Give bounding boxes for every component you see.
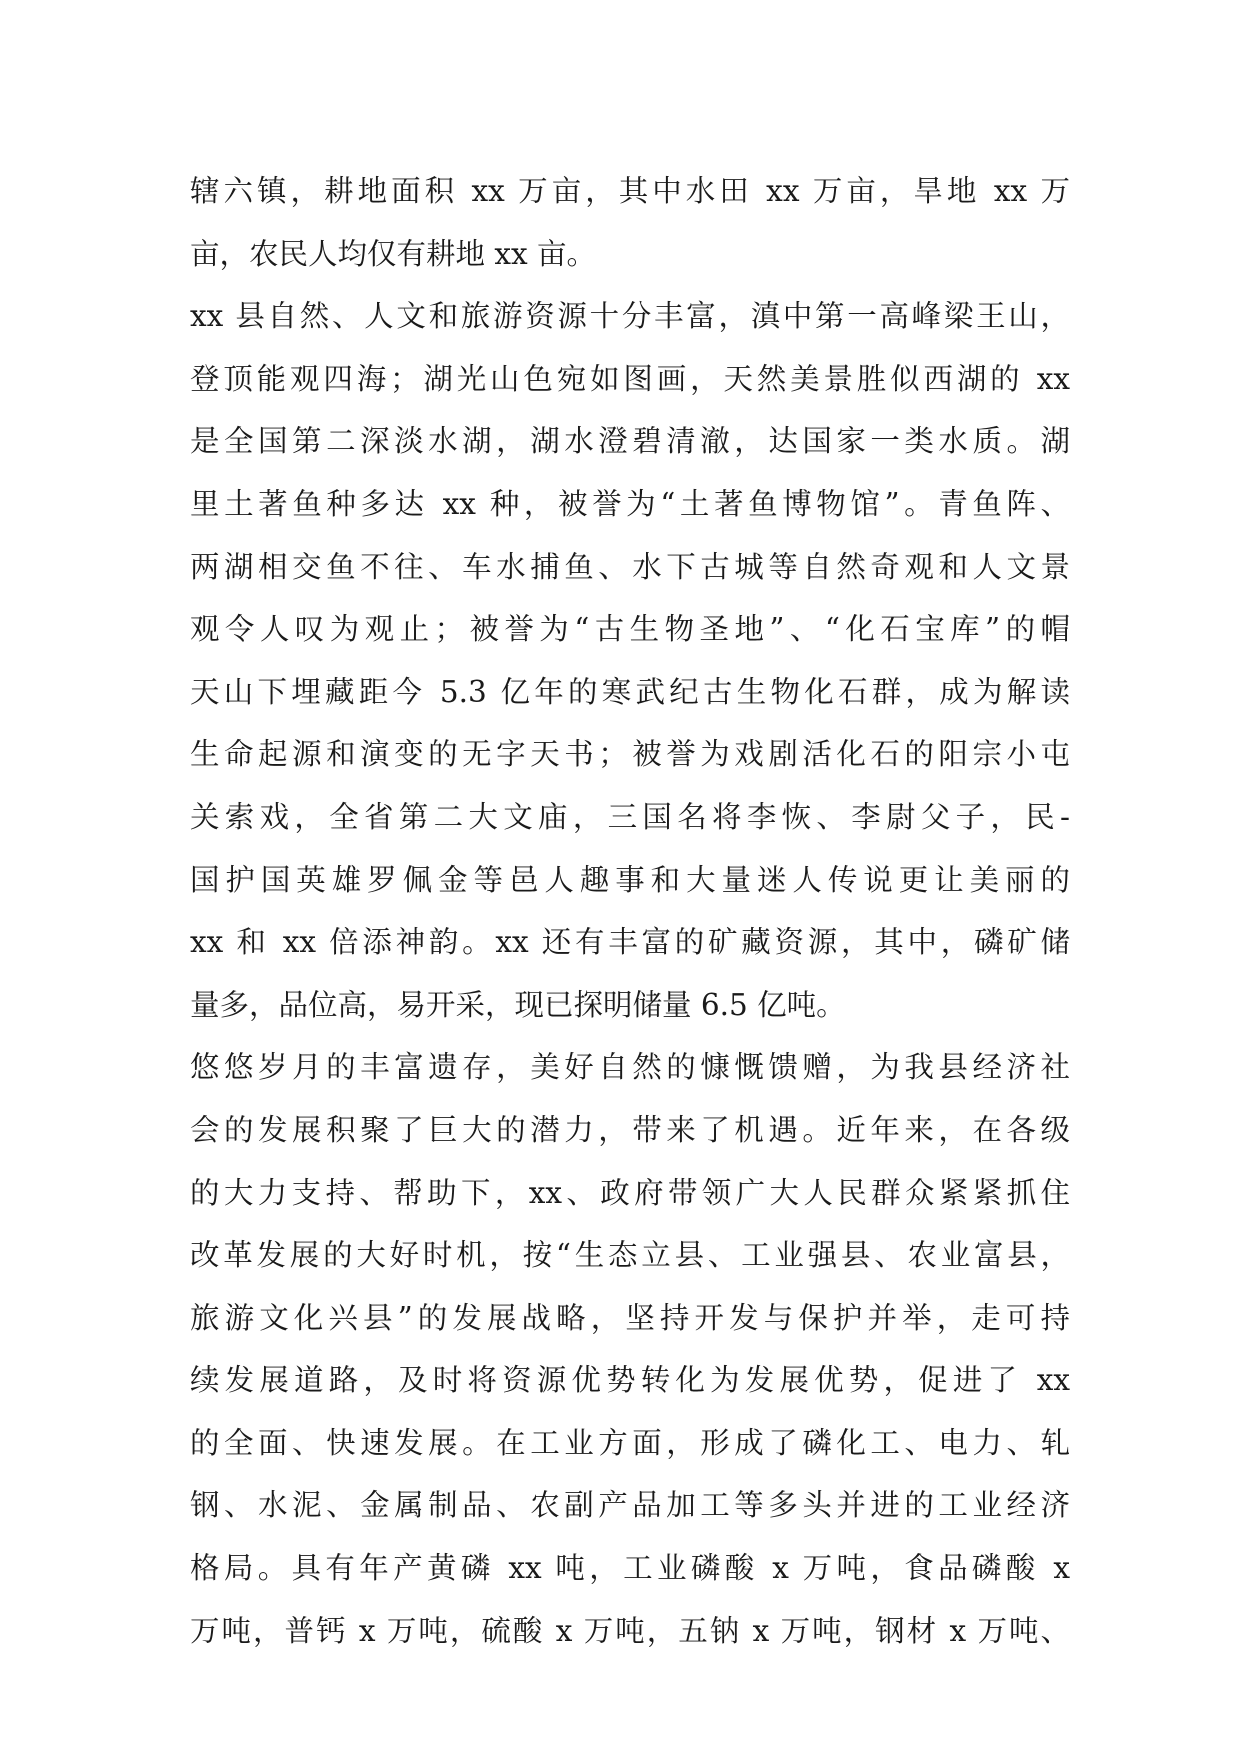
text-line: 的全面、快速发展。在工业方面，形成了磷化工、电力、轧 xyxy=(190,1425,1070,1460)
body-text xyxy=(190,160,1070,1662)
text-line: 改革发展的大好时机，按“生态立县、工业强县、农业富县， xyxy=(190,1238,1070,1273)
text-line: 续发展道路，及时将资源优势转化为发展优势，促进了 xx xyxy=(190,1363,1070,1398)
text-line: 观令人叹为观止；被誉为“古生物圣地”、“化石宝库”的帽 xyxy=(190,612,1070,647)
text-line: 关索戏，全省第二大文庙，三国名将李恢、李尉父子，民- xyxy=(190,799,1070,834)
text-line: 钢、水泥、金属制品、农副产品加工等多头并进的工业经济 xyxy=(190,1488,1070,1523)
text-line: 天山下埋藏距今 5.3 亿年的寒武纪古生物化石群，成为解读 xyxy=(190,674,1070,709)
text-line: 悠悠岁月的丰富遗存，美好自然的慷慨馈赠，为我县经济社 xyxy=(190,1050,1070,1085)
text-line: 亩，农民人均仅有耕地 xx 亩。 xyxy=(190,236,597,271)
text-line: xx 和 xx 倍添神韵。xx 还有丰富的矿藏资源，其中，磷矿储 xyxy=(190,925,1070,960)
text-line: xx 县自然、人文和旅游资源十分丰富，滇中第一高峰梁王山， xyxy=(190,299,1070,334)
text-line: 万吨，普钙 x 万吨，硫酸 x 万吨，五钠 x 万吨，钢材 x 万吨、 xyxy=(190,1613,1070,1648)
text-line: 辖六镇，耕地面积 xx 万亩，其中水田 xx 万亩，旱地 xx 万 xyxy=(190,174,1070,208)
text-line: 格局。具有年产黄磷 xx 吨，工业磷酸 x 万吨，食品磷酸 x xyxy=(190,1551,1070,1586)
text-line: 是全国第二深淡水湖，湖水澄碧清澈，达国家一类水质。湖 xyxy=(190,424,1070,459)
text-line: 旅游文化兴县”的发展战略，坚持开发与保护并举，走可持 xyxy=(190,1300,1070,1335)
text-line: 国护国英雄罗佩金等邑人趣事和大量迷人传说更让美丽的 xyxy=(190,862,1070,897)
text-line: 里土著鱼种多达 xx 种，被誉为“土著鱼博物馆”。青鱼阵、 xyxy=(190,486,1070,521)
text-line: 量多，品位高，易开采，现已探明储量 6.5 亿吨。 xyxy=(190,987,846,1022)
text-line: 两湖相交鱼不往、车水捕鱼、水下古城等自然奇观和人文景 xyxy=(190,549,1070,584)
text-line: 生命起源和演变的无字天书；被誉为戏剧活化石的阳宗小屯 xyxy=(190,737,1070,772)
text-line: 登顶能观四海；湖光山色宛如图画，天然美景胜似西湖的 xx xyxy=(190,361,1070,396)
text-line: 会的发展积聚了巨大的潜力，带来了机遇。近年来，在各级 xyxy=(190,1112,1070,1147)
text-line: 的大力支持、帮助下，xx、政府带领广大人民群众紧紧抓住 xyxy=(190,1175,1070,1210)
